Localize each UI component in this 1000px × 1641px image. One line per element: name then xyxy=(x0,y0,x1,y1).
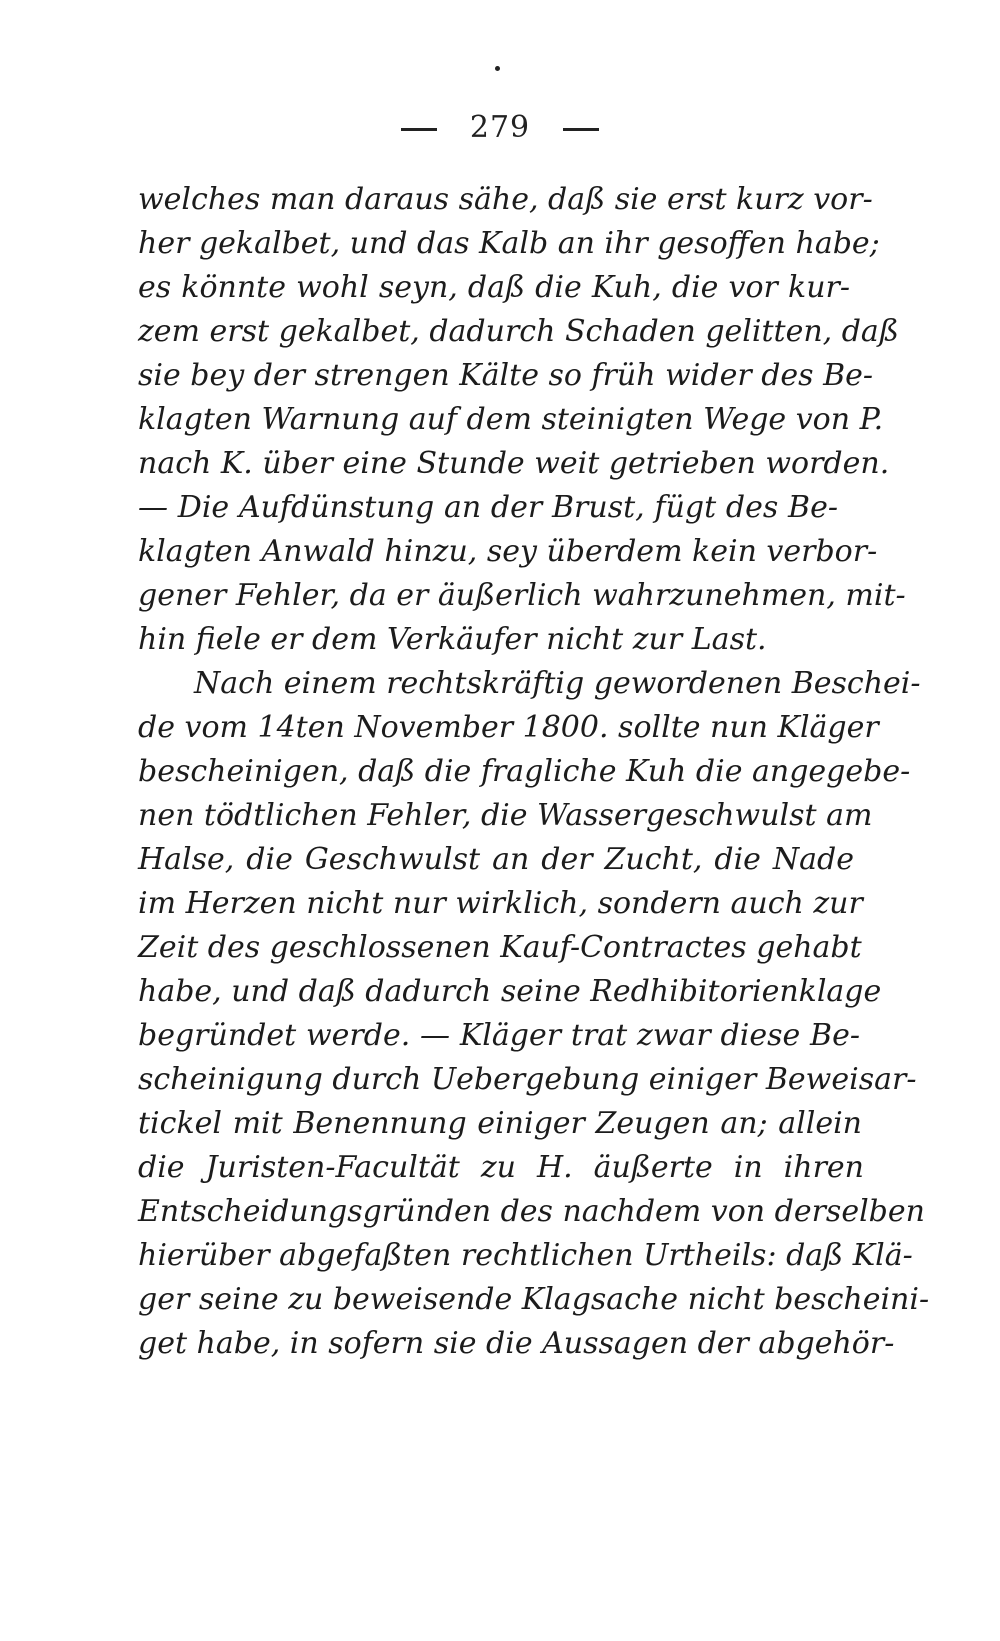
text-line: welches man daraus sähe, daß sie erst kurz vor- xyxy=(138,182,873,217)
text-line: gener Fehler, da er äußerlich wahrzunehmen, mit- xyxy=(138,578,906,613)
page-body xyxy=(138,178,930,1366)
text-line: — Die Aufdünstung an der Brust, fügt des Be- xyxy=(138,490,838,525)
text-line: ger seine zu beweisende Klagsache nicht bescheini- xyxy=(138,1282,930,1317)
text-line: zem erst gekalbet, dadurch Schaden gelitten, daß xyxy=(138,314,899,349)
paragraph-start-line: Nach einem rechtskräftig gewordenen Beschei- xyxy=(194,666,921,701)
text-line: nen tödtlichen Fehler, die Wassergeschwulst am xyxy=(138,798,873,833)
text-line: im Herzen nicht nur wirklich, sondern auch zur xyxy=(138,886,863,921)
text-line: sie bey der strengen Kälte so früh wider des Be- xyxy=(138,358,874,393)
ink-speck xyxy=(495,66,500,71)
text-line: her gekalbet, und das Kalb an ihr gesoffen habe; xyxy=(138,226,880,261)
text-line: begründet werde. — Kläger trat zwar diese Be- xyxy=(138,1018,860,1053)
header-dash-right xyxy=(563,128,599,131)
text-line: get habe, in sofern sie die Aussagen der abgehör- xyxy=(138,1326,895,1361)
page-header xyxy=(0,110,1000,145)
text-line: hierüber abgefaßten rechtlichen Urtheils: daß Klä- xyxy=(138,1238,913,1273)
text-line: de vom 14ten November 1800. sollte nun Kläger xyxy=(138,710,879,745)
page-number: 279 xyxy=(469,110,531,145)
text-line: klagten Warnung auf dem steinigten Wege von P. xyxy=(138,402,884,437)
header-dash-left xyxy=(401,128,437,131)
text-line: habe, und daß dadurch seine Redhibitorienklage xyxy=(138,974,882,1009)
text-line: hin fiele er dem Verkäufer nicht zur Last. xyxy=(138,622,767,657)
text-line: es könnte wohl seyn, daß die Kuh, die vor kur- xyxy=(138,270,850,305)
text-line: bescheinigen, daß die fragliche Kuh die angegebe- xyxy=(138,754,911,789)
text-line: tickel mit Benennung einiger Zeugen an; allein xyxy=(138,1106,862,1141)
text-line: scheinigung durch Uebergebung einiger Beweisar- xyxy=(138,1062,917,1097)
text-line: Zeit des geschlossenen Kauf-Contractes gehabt xyxy=(138,930,862,965)
text-line: Entscheidungsgründen des nachdem von derselben xyxy=(138,1194,925,1229)
text-line: klagten Anwald hinzu, sey überdem kein verbor- xyxy=(138,534,878,569)
text-line: Halse, die Geschwulst an der Zucht, die Nade xyxy=(138,842,854,877)
text-line: die Juristen-Facultät zu H. äußerte in ihren xyxy=(138,1150,864,1185)
text-line: nach K. über eine Stunde weit getrieben worden. xyxy=(138,446,890,481)
